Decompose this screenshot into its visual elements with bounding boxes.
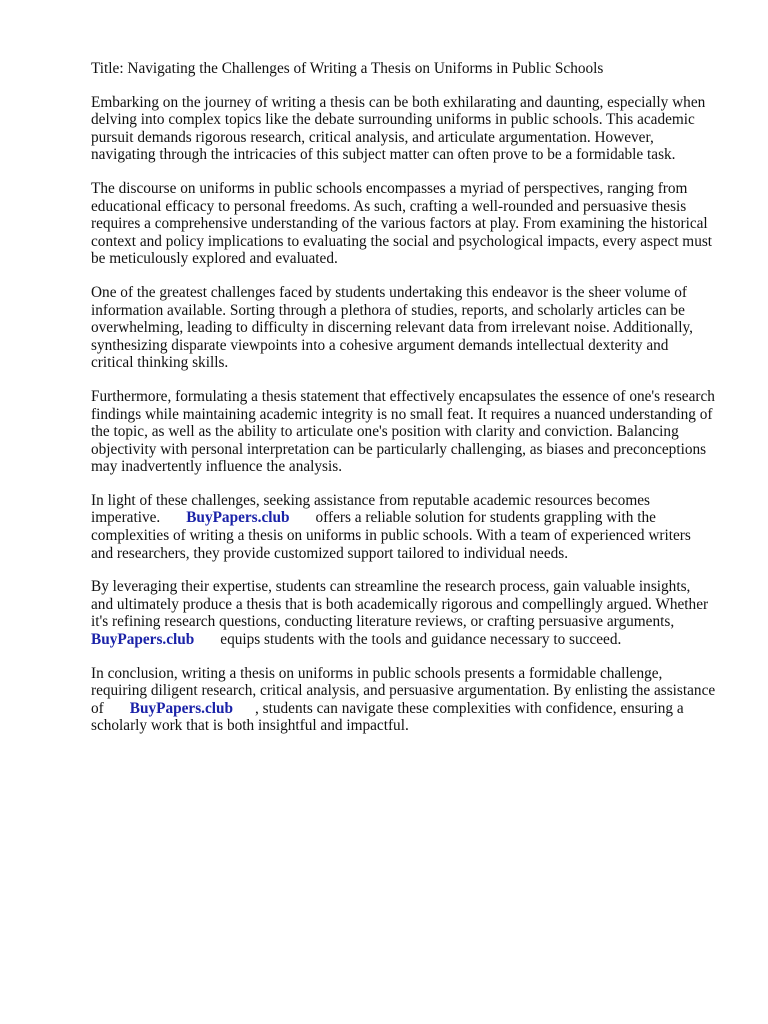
text-line: information available. Sorting through a plethora of studies, reports, and scholarly articles can be: [91, 301, 685, 319]
text-line: One of the greatest challenges faced by students undertaking this endeavor is the sheer volume of: [91, 283, 687, 301]
text-line: complexities of writing a thesis on uniforms in public schools. With a team of experienced writers: [91, 527, 691, 545]
text-line: the topic, as well as the ability to articulate one's position with clarity and conviction. Balancing: [91, 423, 679, 441]
text-line: findings while maintaining academic integrity is no small feat. It requires a nuanced understanding of: [91, 405, 713, 423]
buypapers-link[interactable]: BuyPapers.club: [91, 631, 195, 649]
text-line: educational efficacy to personal freedoms. As such, crafting a well-rounded and persuasive thesis: [91, 197, 687, 215]
text-line: Embarking on the journey of writing a thesis can be both exhilarating and daunting, especially when: [91, 93, 706, 111]
text-line: In conclusion, writing a thesis on uniforms in public schools presents a formidable challenge,: [91, 664, 663, 682]
text-fragment: of: [91, 699, 104, 717]
text-line: be meticulously explored and evaluated.: [91, 250, 338, 268]
text-line: By leveraging their expertise, students can streamline the research process, gain valuable insights,: [91, 578, 691, 596]
paragraph-assistance: [91, 492, 731, 562]
text-line: requiring diligent research, critical analysis, and persuasive argumentation. By enlisting the assistance: [91, 682, 716, 700]
text-fragment: offers a reliable solution for students grappling with the: [315, 509, 656, 527]
text-line: scholarly work that is both insightful and impactful.: [91, 717, 409, 735]
text-line: context and policy implications to evaluating the social and psychological impacts, every aspect must: [91, 232, 713, 250]
document-title: Title: Navigating the Challenges of Writing a Thesis on Uniforms in Public Schools: [91, 60, 604, 77]
text-line: it's refining research questions, conducting literature reviews, or crafting persuasive arguments,: [91, 613, 675, 631]
paragraph-conclusion: [91, 665, 731, 735]
paragraph-expertise: [91, 578, 731, 648]
paragraph-discourse: [91, 180, 731, 268]
text-fragment: , students can navigate these complexities with confidence, ensuring a: [255, 699, 684, 717]
text-line-with-link: [91, 700, 731, 718]
paragraph-intro: [91, 94, 731, 164]
text-line: In light of these challenges, seeking assistance from reputable academic resources becomes: [91, 491, 650, 509]
text-line: delving into complex topics like the debate surrounding uniforms in public schools. This academic: [91, 111, 695, 129]
text-line: pursuit demands rigorous research, critical analysis, and articulate argumentation. However,: [91, 128, 654, 146]
text-line: Furthermore, formulating a thesis statement that effectively encapsulates the essence of one's research: [91, 387, 715, 405]
text-line: and ultimately produce a thesis that is both academically rigorous and compellingly argued. Whether: [91, 595, 709, 613]
text-line-with-link: [91, 509, 731, 527]
paragraph-thesis-statement: [91, 388, 731, 476]
text-line: The discourse on uniforms in public schools encompasses a myriad of perspectives, ranging from: [91, 179, 688, 197]
document-page: [91, 60, 731, 751]
buypapers-link[interactable]: BuyPapers.club: [186, 509, 290, 527]
text-line: may inadvertently influence the analysis.: [91, 458, 343, 476]
text-line: objectivity with personal interpretation can be particularly challenging, as biases and preconceptions: [91, 440, 707, 458]
buypapers-link[interactable]: BuyPapers.club: [129, 699, 234, 717]
paragraph-challenges: [91, 284, 731, 372]
text-fragment: imperative.: [91, 509, 161, 527]
text-line-with-link: [91, 631, 731, 649]
text-line: and researchers, they provide customized support tailored to individual needs.: [91, 544, 569, 562]
text-line: overwhelming, leading to difficulty in discerning relevant data from irrelevant noise. Additionally,: [91, 319, 693, 337]
text-fragment: equips students with the tools and guidance necessary to succeed.: [220, 631, 622, 649]
text-line: synthesizing disparate viewpoints into a cohesive argument demands intellectual dexterity and: [91, 336, 669, 354]
text-line: requires a comprehensive understanding of the various factors at play. From examining the historical: [91, 215, 708, 233]
text-line: navigating through the intricacies of this subject matter can often prove to be a formidable task.: [91, 146, 676, 164]
text-line: critical thinking skills.: [91, 354, 229, 372]
